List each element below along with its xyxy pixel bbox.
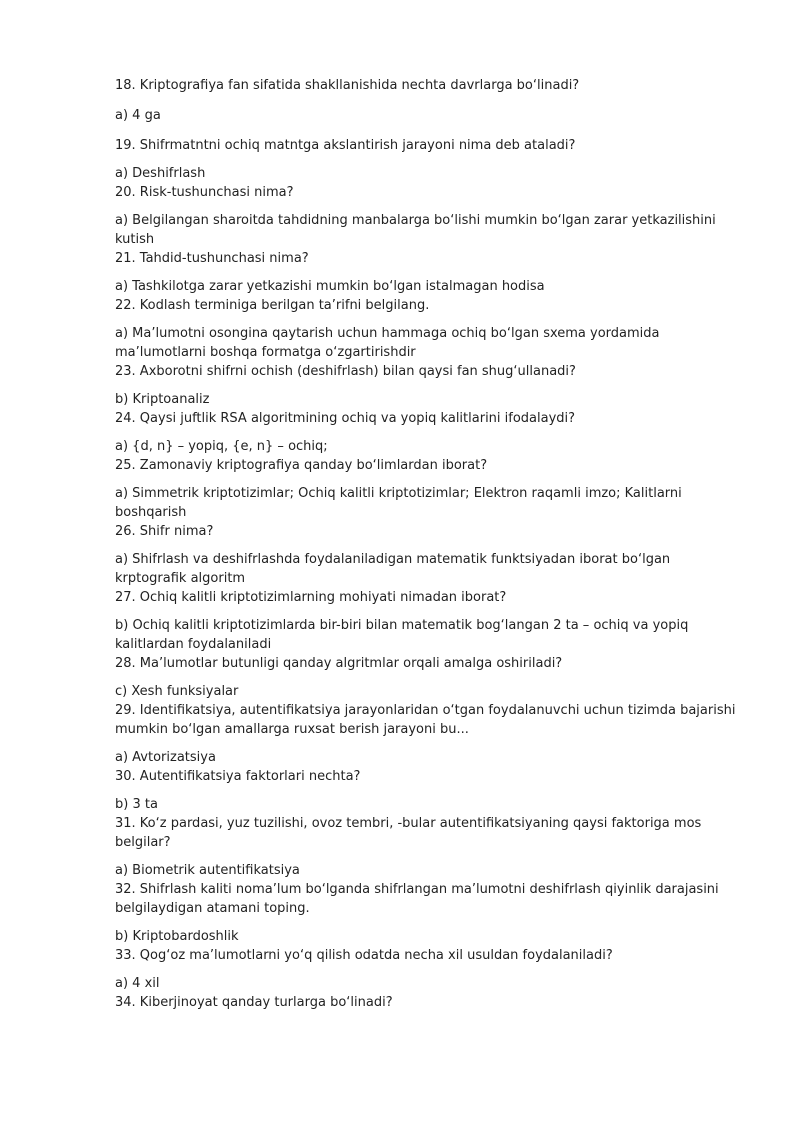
question-text: 30. Autentifikatsiya faktorlari nechta? bbox=[115, 769, 361, 784]
question-text: 27. Ochiq kalitli kriptotizimlarning mohiyati nimadan iborat? bbox=[115, 590, 507, 605]
question-text: 24. Qaysi juftlik RSA algoritmining ochiq va yopiq kalitlarini ifodalaydi? bbox=[115, 411, 576, 426]
qa-block bbox=[115, 76, 745, 95]
answer-text: b) 3 ta bbox=[115, 797, 158, 812]
question-text: 31. Ko‘z pardasi, yuz tuzilishi, ovoz tembri, -bular autentifikatsiyaning qaysi faktoriga mos belgilar? bbox=[115, 816, 702, 850]
answer-text: a) Shifrlash va deshifrlashda foydalaniladigan matematik funktsiyadan iborat bo‘lgan krptografik algoritm bbox=[115, 552, 671, 586]
answer-text: a) Avtorizatsiya bbox=[115, 750, 216, 765]
answer-text: a) Simmetrik kriptotizimlar; Ochiq kalitli kriptotizimlar; Elektron raqamli imzo; Kalitlarni boshqarish bbox=[115, 486, 682, 520]
qa-block bbox=[115, 484, 745, 541]
question-text: 25. Zamonaviy kriptografiya qanday bo‘limlardan iborat? bbox=[115, 458, 488, 473]
question-text: 18. Kriptografiya fan sifatida shakllanishida nechta davrlarga bo‘linadi? bbox=[115, 78, 580, 93]
answer-text: a) Tashkilotga zarar yetkazishi mumkin bo‘lgan istalmagan hodisa bbox=[115, 279, 545, 294]
qa-block bbox=[115, 795, 745, 852]
answer-text: a) {d, n} – yopiq, {e, n} – ochiq; bbox=[115, 439, 328, 454]
answer-text: a) Biometrik autentifikatsiya bbox=[115, 863, 300, 878]
question-text: 19. Shifrmatntni ochiq matntga akslantirish jarayoni nima deb ataladi? bbox=[115, 138, 576, 153]
qa-block bbox=[115, 550, 745, 607]
question-text: 33. Qog‘oz ma’lumotlarni yo‘q qilish odatda necha xil usuldan foydalaniladi? bbox=[115, 948, 613, 963]
qa-block bbox=[115, 682, 745, 739]
answer-text: a) Ma’lumotni osongina qaytarish uchun hammaga ochiq bo‘lgan sxema yordamida ma’lumotlarni boshqa formatga o‘zgartirishdir bbox=[115, 326, 660, 360]
qa-block bbox=[115, 861, 745, 918]
qa-block bbox=[115, 390, 745, 428]
question-text: 28. Ma’lumotlar butunligi qanday algritmlar orqali amalga oshiriladi? bbox=[115, 656, 563, 671]
qa-block bbox=[115, 974, 745, 1012]
qa-block bbox=[115, 748, 745, 786]
qa-block bbox=[115, 616, 745, 673]
document-body bbox=[115, 76, 745, 1021]
qa-block bbox=[115, 106, 745, 125]
answer-text: a) Belgilangan sharoitda tahdidning manbalarga bo‘lishi mumkin bo‘lgan zarar yetkazilishini kutish bbox=[115, 213, 716, 247]
qa-block bbox=[115, 927, 745, 965]
answer-text: c) Xesh funksiyalar bbox=[115, 684, 239, 699]
qa-block bbox=[115, 211, 745, 268]
qa-block bbox=[115, 164, 745, 202]
qa-block bbox=[115, 437, 745, 475]
question-text: 29. Identifikatsiya, autentifikatsiya jarayonlaridan o‘tgan foydalanuvchi uchun tizimda bajarishi mumkin bo‘lgan amallarga ruxsat berish jarayoni bu... bbox=[115, 703, 736, 737]
question-text: 23. Axborotni shifrni ochish (deshifrlash) bilan qaysi fan shug‘ullanadi? bbox=[115, 364, 576, 379]
answer-text: a) Deshifrlash bbox=[115, 166, 206, 181]
question-text: 21. Tahdid-tushunchasi nima? bbox=[115, 251, 309, 266]
qa-block bbox=[115, 277, 745, 315]
question-text: 22. Kodlash terminiga berilgan ta’rifni belgilang. bbox=[115, 298, 430, 313]
answer-text: b) Kriptobardoshlik bbox=[115, 929, 239, 944]
answer-text: a) 4 xil bbox=[115, 976, 160, 991]
question-text: 32. Shifrlash kaliti noma’lum bo‘lganda shifrlangan ma’lumotni deshifrlash qiyinlik darajasini belgilaydigan atamani toping. bbox=[115, 882, 719, 916]
qa-block bbox=[115, 136, 745, 155]
question-text: 26. Shifr nima? bbox=[115, 524, 214, 539]
answer-text: a) 4 ga bbox=[115, 108, 161, 123]
answer-text: b) Kriptoanaliz bbox=[115, 392, 210, 407]
question-text: 34. Kiberjinoyat qanday turlarga bo‘linadi? bbox=[115, 995, 393, 1010]
answer-text: b) Ochiq kalitli kriptotizimlarda bir-biri bilan matematik bog‘langan 2 ta – ochiq va yopiq kalitlardan foydalaniladi bbox=[115, 618, 689, 652]
question-text: 20. Risk-tushunchasi nima? bbox=[115, 185, 294, 200]
qa-block bbox=[115, 324, 745, 381]
